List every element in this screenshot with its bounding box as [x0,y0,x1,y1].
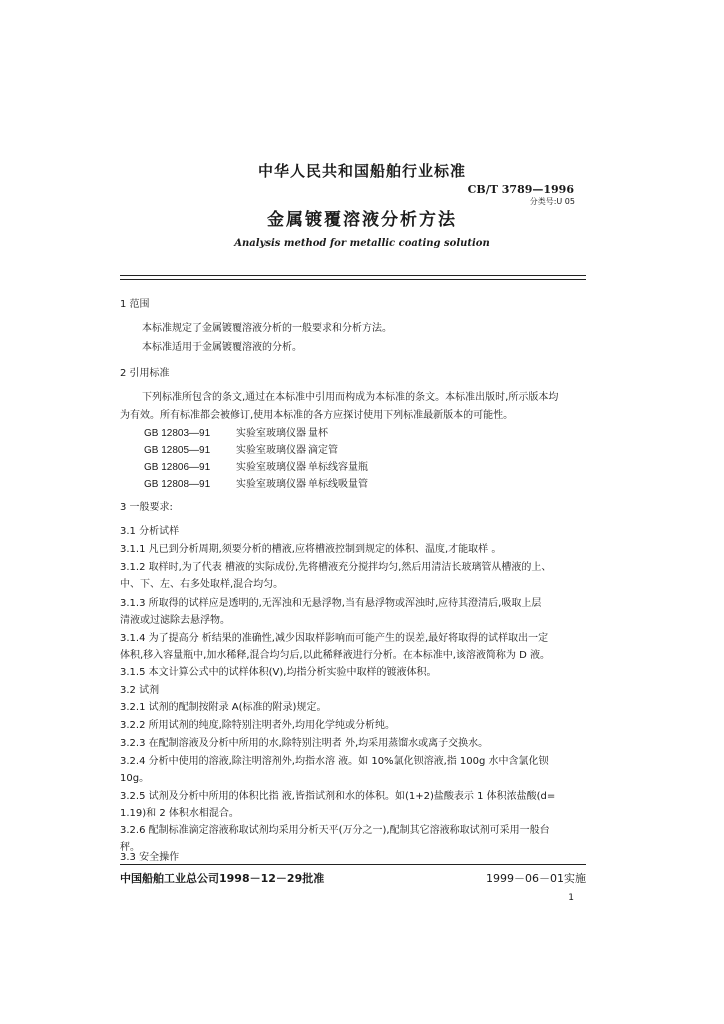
clause-3-1-4-line-1: 3.1.4 为了提高分 析结果的准确性,减少因取样影响而可能产生的误差,最好将取得的试样取出一定 [120,633,549,644]
reference-category: 实验室玻璃仪器 [236,479,306,490]
clause-3-2-2: 3.2.2 所用试剂的纯度,除特别注明者外,均用化学纯或分析纯。 [120,720,395,731]
document-title-english: Analysis method for metallic coating solution [234,238,490,249]
clause-3-1-4-line-2: 体积,移入容量瓶中,加水稀释,混合均匀后,以此稀释液进行分析。在本标准中,该溶液简称为 D 液。 [120,650,550,661]
reference-code: GB 12803—91 [144,428,211,439]
reference-row [144,427,328,440]
reference-code: GB 12806—91 [144,462,211,473]
reference-row [144,444,338,457]
clause-3-2-5-line-2: 1.19)和 2 体积水相混合。 [120,808,239,819]
reference-category: 实验室玻璃仪器 [236,445,306,456]
clause-3-2-6-line-2: 秤。 [120,842,140,853]
reference-row [144,461,368,474]
section-1-paragraph-2: 本标准适用于金属镀覆溶液的分析。 [142,342,302,353]
footer-rule [120,864,586,865]
clause-3-2-6-line-1: 3.2.6 配制标准滴定溶液称取试剂均采用分析天平(万分之一),配制其它溶液称取试剂可采用一般台 [120,825,550,836]
section-3-heading: 3 一般要求: [120,502,173,513]
section-2-paragraph-line-1: 下列标准所包含的条文,通过在本标准中引用而构成为本标准的条文。本标准出版时,所示版本均 [142,392,559,403]
reference-category: 实验室玻璃仪器 [236,462,306,473]
reference-name: 滴定管 [308,445,338,456]
clause-3-2-4-line-2: 10g。 [120,773,150,784]
reference-category: 实验室玻璃仪器 [236,428,306,439]
implementation-date: 1999－06－01实施 [486,872,586,885]
section-3-1-heading: 3.1 分析试样 [120,526,180,537]
clause-3-1-2-line-1: 3.1.2 取样时,为了代表 槽液的实际成份,先将槽液充分搅拌均匀,然后用清洁长玻璃管从槽液的上、 [120,562,552,573]
clause-3-2-4-line-1: 3.2.4 分析中使用的溶液,除注明溶剂外,均指水溶 液。如 10%氯化钡溶液,指 100g 水中含氯化钡 [120,756,549,767]
reference-name: 量杯 [308,428,328,439]
reference-name: 单标线容量瓶 [308,462,368,473]
section-2-paragraph-line-2: 为有效。所有标准都会被修订,使用本标准的各方应探讨使用下列标准最新版本的可能性。 [120,410,514,421]
reference-code: GB 12808—91 [144,479,211,490]
clause-3-1-1: 3.1.1 凡已到分析周期,须要分析的槽液,应将槽液控制到规定的体积、温度,才能取样 。 [120,544,502,555]
org-title: 中华人民共和国船舶行业标准 [257,162,466,180]
clause-3-1-3-line-1: 3.1.3 所取得的试样应是透明的,无浑浊和无悬浮物,当有悬浮物或浑浊时,应待其澄清后,吸取上层 [120,598,542,609]
clause-3-2-5-line-1: 3.2.5 试剂及分析中所用的体积比指 液,皆指试剂和水的体积。如(1+2)盐酸表示 1 体积浓盐酸(d= [120,791,556,802]
standard-number: CB/T 3789—1996 [467,183,574,196]
classification-code: 分类号:U 05 [529,197,575,206]
clause-3-2-1: 3.2.1 试剂的配制按附录 A(标准的附录)规定。 [120,702,327,713]
section-1-paragraph-1: 本标准规定了金属镀覆溶液分析的一般要求和分析方法。 [142,323,392,334]
section-3-3-heading: 3.3 安全操作 [120,852,180,863]
header-rule-top [120,275,586,276]
clause-3-2-3: 3.2.3 在配制溶液及分析中所用的水,除特别注明者 外,均采用蒸馏水或离子交换水。 [120,738,489,749]
reference-row [144,478,368,491]
section-2-heading: 2 引用标准 [120,368,170,379]
reference-name: 单标线吸量管 [308,479,368,490]
clause-3-1-2-line-2: 中、下、左、右多处取样,混合均匀。 [120,579,284,590]
section-1-heading: 1 范围 [120,299,150,310]
clause-3-1-3-line-2: 清液或过滤除去悬浮物。 [120,615,230,626]
section-3-2-heading: 3.2 试剂 [120,685,160,696]
page-number: 1 [568,893,574,903]
header-rule-bottom [120,279,586,280]
document-title: 金属镀覆溶液分析方法 [267,210,457,230]
approval-line: 中国船舶工业总公司1998－12－29批准 [120,872,325,885]
clause-3-1-5: 3.1.5 本文计算公式中的试样体积(V),均指分析实验中取样的镀液体积。 [120,667,437,678]
reference-code: GB 12805—91 [144,445,211,456]
